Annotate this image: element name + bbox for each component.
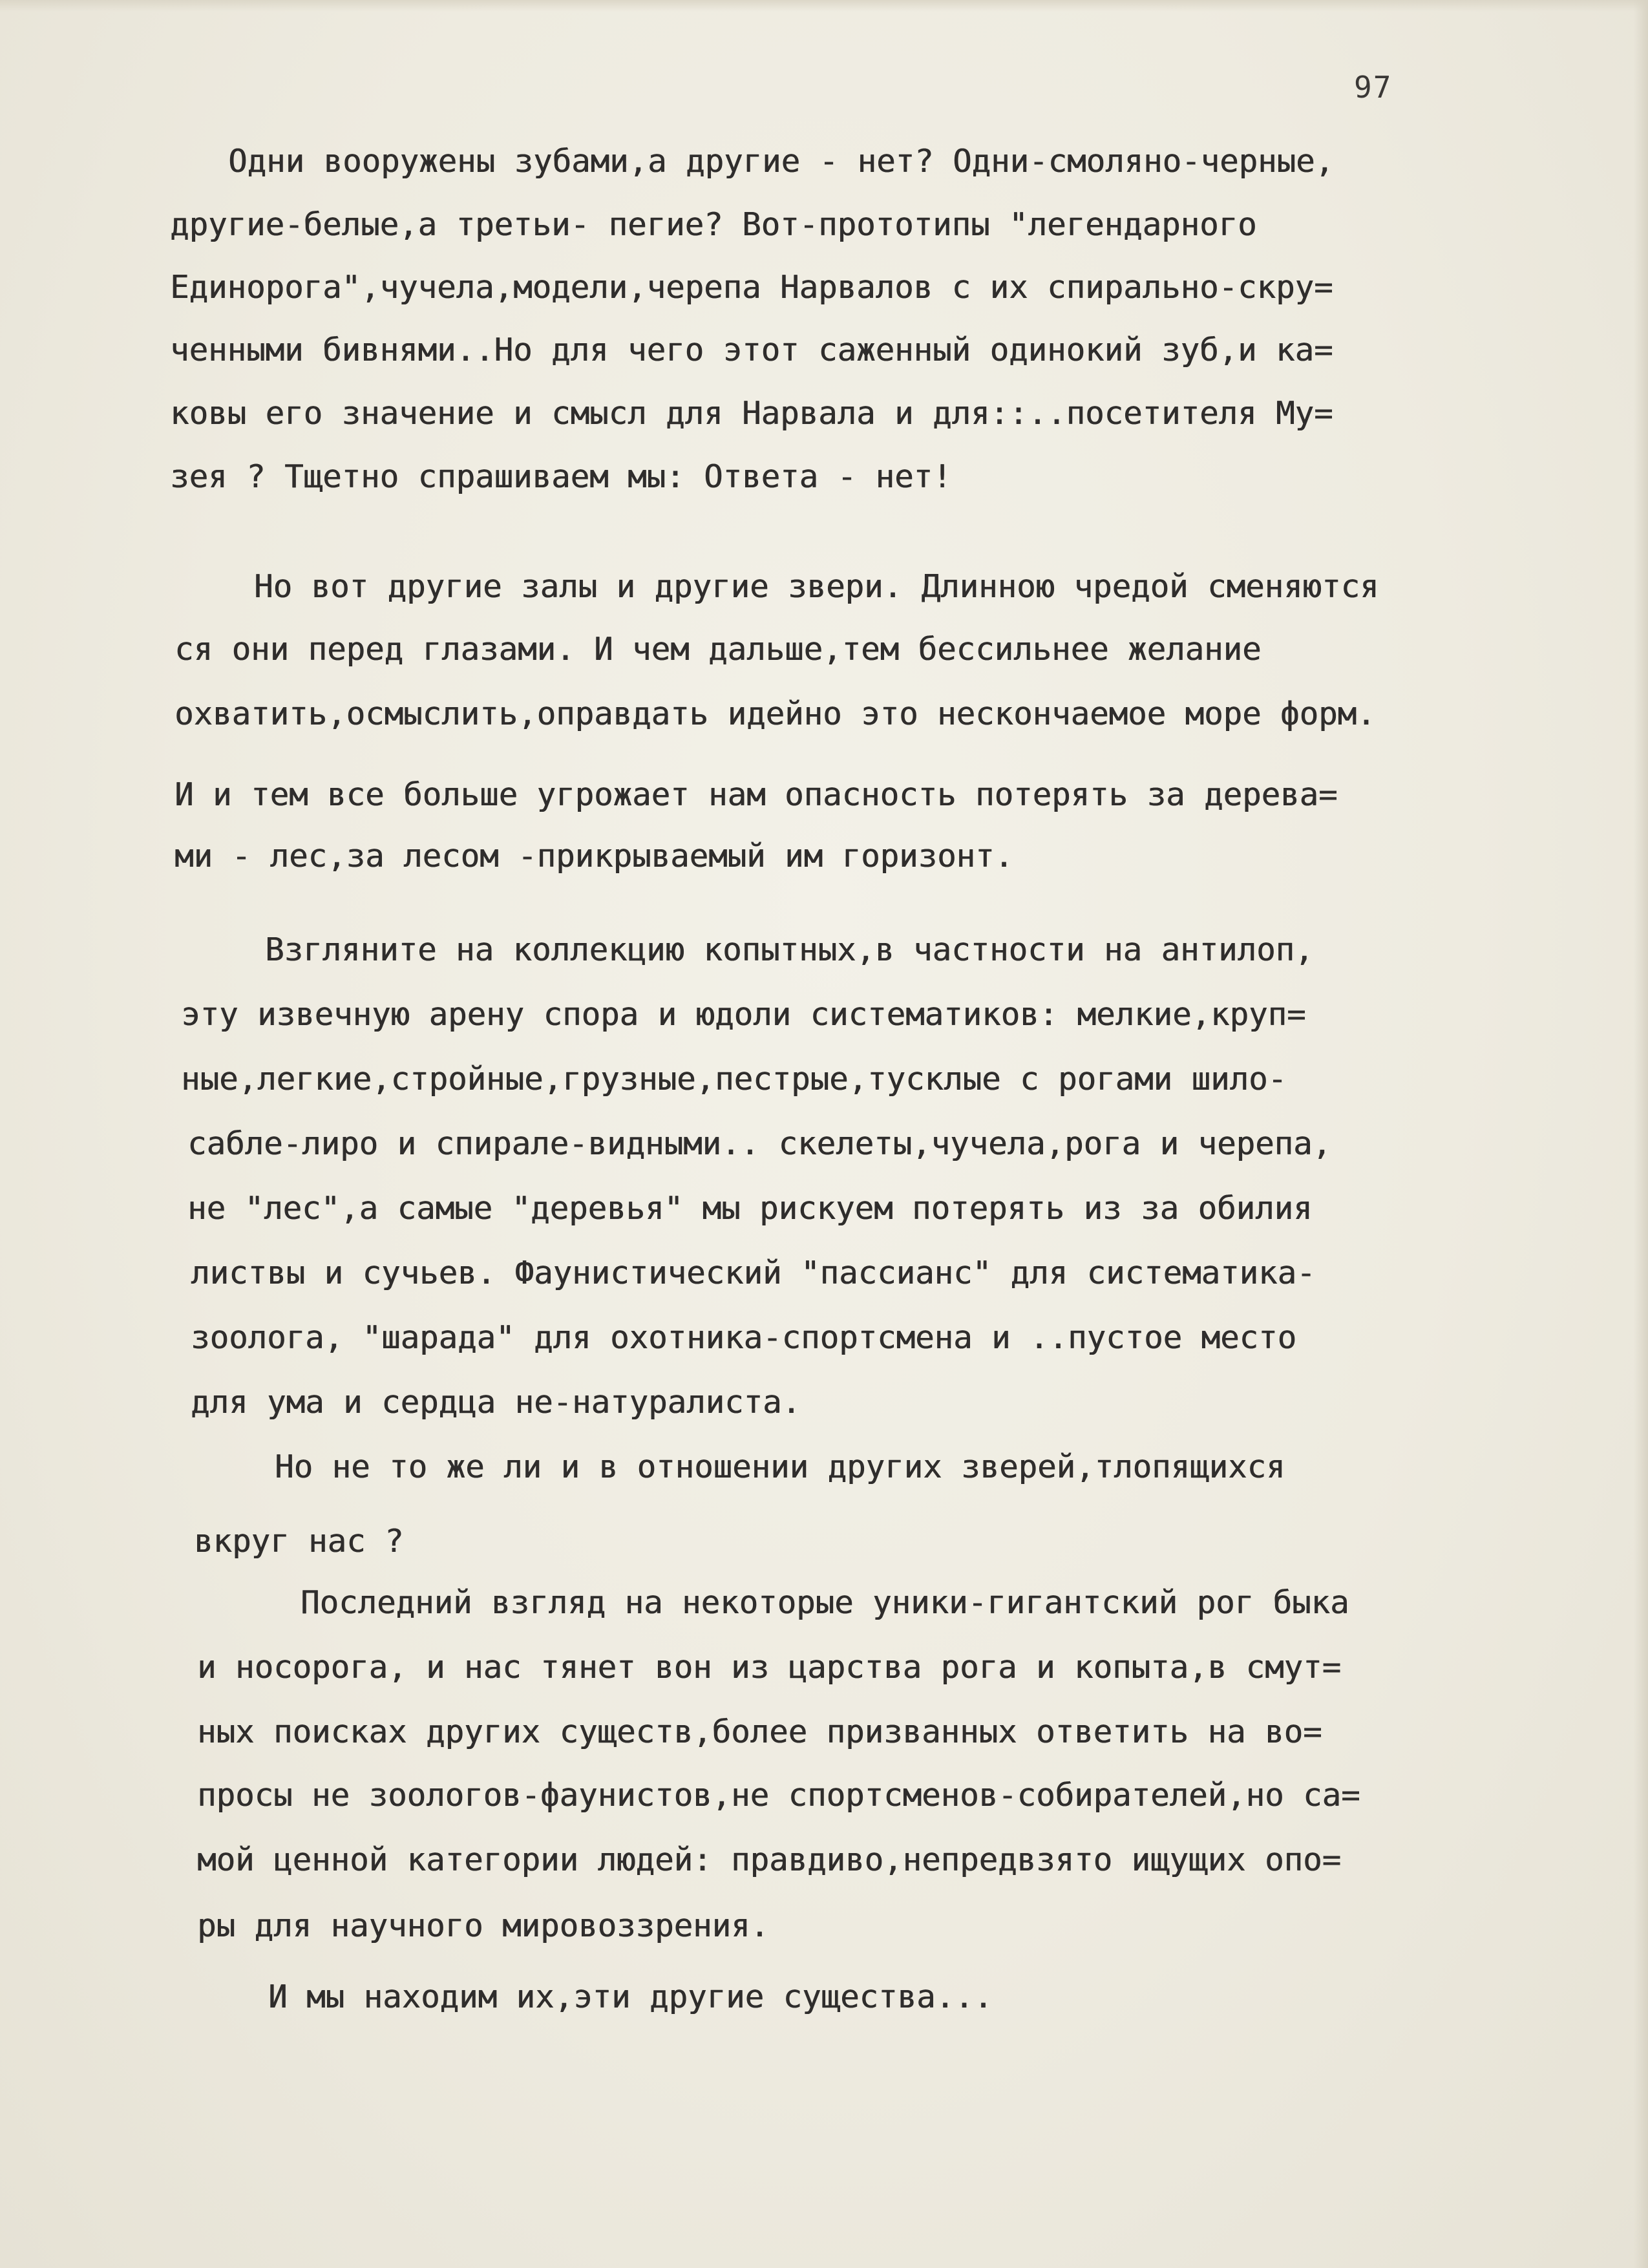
text-line: Но не то же ли и в отношении других зверей,тлопящихся xyxy=(275,1448,1285,1485)
paper-top-edge xyxy=(0,0,1648,12)
text-line: ся они перед глазами. И чем дальше,тем бессильнее желание xyxy=(174,631,1262,668)
text-line: вкруг нас ? xyxy=(194,1523,404,1560)
text-line: эту извечную арену спора и юдоли систематиков: мелкие,круп= xyxy=(181,996,1306,1033)
paper-right-edge xyxy=(1634,0,1648,2268)
text-line: охватить,осмыслить,оправдать идейно это нескончаемое море форм. xyxy=(174,695,1376,732)
text-line: сабле-лиро и спирале-видными.. скелеты,чучела,рога и черепа, xyxy=(187,1125,1332,1162)
text-line: ковы его значение и смысл для Нарвала и для::..посетителя Му= xyxy=(170,395,1333,432)
text-line: И и тем все больше угрожает нам опасность потерять за дерева= xyxy=(174,776,1338,813)
text-line: ры для научного мировоззрения. xyxy=(197,1907,770,1944)
text-line: листвы и сучьев. Фаунистический "пассианс" для систематика- xyxy=(191,1255,1316,1291)
text-line: Одни вооружены зубами,а другие - нет? Одни-смоляно-черные, xyxy=(228,143,1335,180)
text-line: Но вот другие залы и другие звери. Длинною чредой сменяются xyxy=(254,568,1379,605)
text-line: Последний взгляд на некоторые уники-гигантский рог быка xyxy=(301,1584,1349,1621)
text-line: ми - лес,за лесом -прикрываемый им горизонт. xyxy=(174,838,1014,874)
text-line: для ума и сердца не-натуралиста. xyxy=(191,1384,801,1421)
text-line: И мы находим их,эти другие существа... xyxy=(268,1978,993,2015)
text-line: мой ценной категории людей: правдиво,непредвзято ищущих опо= xyxy=(197,1841,1342,1878)
text-line: зоолога, "шарада" для охотника-спортсмена и ..пустое место xyxy=(191,1319,1297,1356)
text-line: другие-белые,а третьи- пегие? Вот-прототипы "легендарного xyxy=(170,206,1257,243)
text-line: зея ? Тщетно спрашиваем мы: Ответа - нет! xyxy=(170,458,952,495)
text-line: Взгляните на коллекцию копытных,в частности на антилоп, xyxy=(265,931,1314,968)
page-number: 97 xyxy=(1354,70,1393,105)
text-line: просы не зоологов-фаунистов,не спортсменов-собирателей,но са= xyxy=(197,1777,1360,1814)
text-line: не "лес",а самые "деревья" мы рискуем потерять из за обилия xyxy=(187,1190,1313,1227)
text-line: и носорога, и нас тянет вон из царства рога и копыта,в смут= xyxy=(197,1649,1342,1686)
text-line: ных поисках других существ,более призванных ответить на во= xyxy=(197,1713,1322,1750)
text-line: ченными бивнями..Но для чего этот саженный одинокий зуб,и ка= xyxy=(170,332,1333,368)
text-line: ные,легкие,стройные,грузные,пестрые,тусклые с рогами шило- xyxy=(181,1061,1287,1097)
text-line: Единорога",чучела,модели,черепа Нарвалов с их спирально-скру= xyxy=(170,269,1333,306)
